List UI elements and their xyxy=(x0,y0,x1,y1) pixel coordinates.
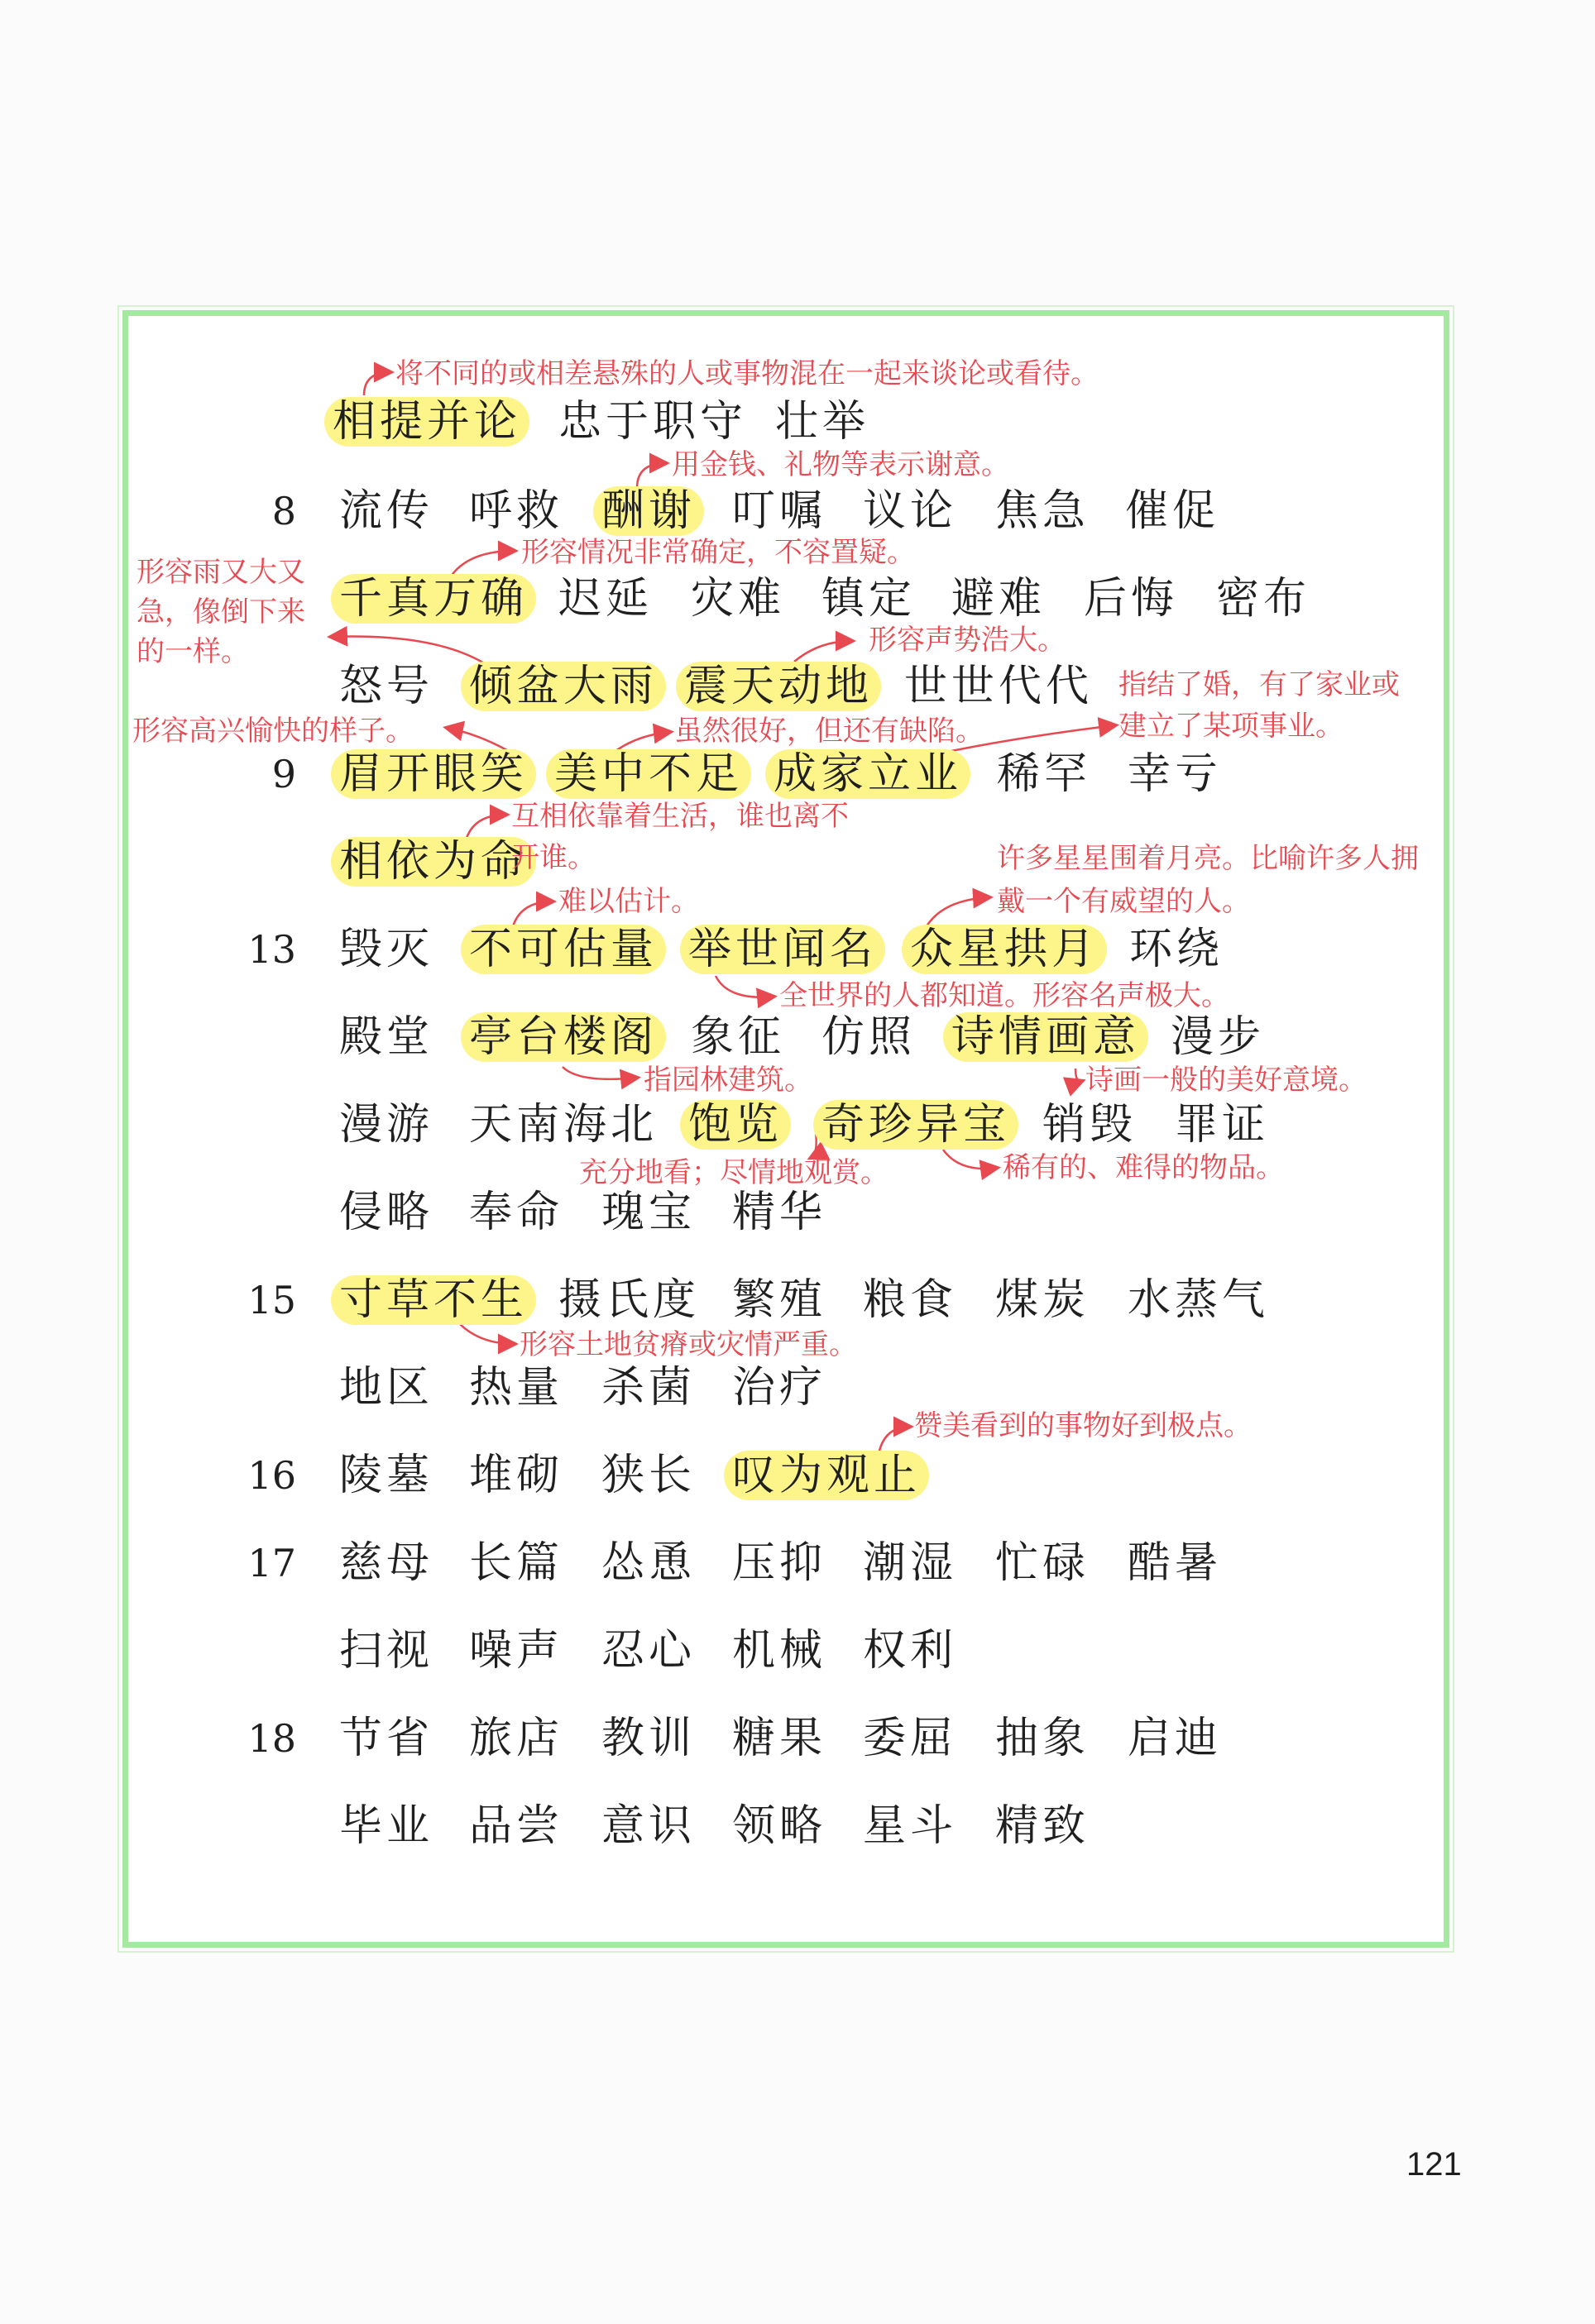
word: 催促 xyxy=(1125,486,1220,536)
word: 慈母 xyxy=(339,1538,434,1588)
word-chouxie: 酬谢 xyxy=(593,486,704,536)
word-qianzhenwanque: 千真万确 xyxy=(331,574,536,624)
word: 酷暑 xyxy=(1128,1538,1223,1588)
word: 领略 xyxy=(732,1801,827,1851)
word: 壮举 xyxy=(775,397,870,447)
word: 杀菌 xyxy=(601,1363,697,1413)
word: 繁殖 xyxy=(732,1275,827,1325)
word: 机械 xyxy=(732,1626,827,1676)
note-meizhongbuzu: 虽然很好，但还有缺陷。 xyxy=(674,715,984,748)
word: 漫步 xyxy=(1171,1012,1266,1062)
word: 象征 xyxy=(691,1012,786,1062)
note-xiangyiweiming: 互相依靠着生活，谁也离不开谁。 xyxy=(511,800,849,874)
word: 奉命 xyxy=(469,1188,564,1237)
word: 品尝 xyxy=(469,1801,564,1851)
word: 灾难 xyxy=(691,574,786,624)
word: 世世代代 xyxy=(904,662,1094,711)
word: 议论 xyxy=(863,486,958,536)
lesson-number: 17 xyxy=(247,1541,296,1585)
word: 流传 xyxy=(339,486,434,536)
word: 殿堂 xyxy=(339,1012,434,1062)
word: 粮食 xyxy=(863,1275,958,1325)
note-qianzhenwanque: 形容情况非常确定，不容置疑。 xyxy=(521,536,915,569)
word-zhentiandongdi: 震天动地 xyxy=(676,662,881,711)
word: 精华 xyxy=(732,1188,827,1237)
note-bukeguliang: 难以估计。 xyxy=(558,885,699,918)
note-tanweiguanzhi: 赞美看到的事物好到极点。 xyxy=(914,1409,1252,1442)
note-qingpendayu: 形容雨又大又急，像倒下来的一样。 xyxy=(137,556,305,668)
lesson-number: 8 xyxy=(271,489,296,533)
word: 怂恿 xyxy=(601,1538,697,1588)
word: 狭长 xyxy=(601,1451,697,1500)
word: 治疗 xyxy=(732,1363,827,1413)
word-xiangtibinglun: 相提并论 xyxy=(324,397,529,447)
word: 毁灭 xyxy=(339,925,434,974)
word: 抽象 xyxy=(995,1714,1090,1763)
word: 叮嘱 xyxy=(732,486,827,536)
note-tingtailouge: 指园林建筑。 xyxy=(644,1064,812,1097)
word: 星斗 xyxy=(863,1801,958,1851)
word: 节省 xyxy=(339,1714,434,1763)
note-meikaiyanxiao: 形容高兴愉快的样子。 xyxy=(132,715,414,748)
word: 罪证 xyxy=(1175,1100,1270,1150)
lesson-number: 18 xyxy=(247,1716,296,1761)
word-tingtailouge: 亭台楼阁 xyxy=(461,1012,666,1062)
word-bukeguliang: 不可估量 xyxy=(461,925,666,974)
lesson-number: 15 xyxy=(247,1278,296,1322)
word: 避难 xyxy=(951,574,1047,624)
note-qizhenyibao: 稀有的、难得的物品。 xyxy=(1003,1151,1284,1184)
word-cuncaobusheng: 寸草不生 xyxy=(331,1275,536,1325)
word: 权利 xyxy=(863,1626,958,1676)
note-jushiwenming: 全世界的人都知道。形容名声极大。 xyxy=(779,979,1229,1012)
word: 长篇 xyxy=(469,1538,564,1588)
page-number: 121 xyxy=(1406,2146,1462,2183)
word: 仿照 xyxy=(821,1012,917,1062)
word-qizhenyibao: 奇珍异宝 xyxy=(813,1100,1018,1150)
word: 压抑 xyxy=(732,1538,827,1588)
word: 怒号 xyxy=(339,662,434,711)
lesson-number: 16 xyxy=(247,1453,296,1498)
word-chengjialiye: 成家立业 xyxy=(765,749,970,799)
word-baolan: 饱览 xyxy=(680,1100,791,1150)
lesson-number: 9 xyxy=(271,752,296,796)
word: 忙碌 xyxy=(995,1538,1090,1588)
word: 呼救 xyxy=(469,486,564,536)
word: 密布 xyxy=(1216,574,1311,624)
word: 扫视 xyxy=(339,1626,434,1676)
word-xiangyiweiming: 相依为命 xyxy=(331,837,536,887)
word-meizhongbuzu: 美中不足 xyxy=(546,749,751,799)
word: 稀罕 xyxy=(997,749,1092,799)
word: 启迪 xyxy=(1128,1714,1223,1763)
word: 漫游 xyxy=(339,1100,434,1150)
word: 意识 xyxy=(601,1801,697,1851)
word: 煤炭 xyxy=(995,1275,1090,1325)
word: 水蒸气 xyxy=(1128,1275,1270,1325)
word-tanweiguanzhi: 叹为观止 xyxy=(724,1451,929,1500)
note-shiqinghuayi: 诗画一般的美好意境。 xyxy=(1085,1064,1367,1097)
note-zhentiandongdi: 形容声势浩大。 xyxy=(869,624,1066,657)
word-jushiwenming: 举世闻名 xyxy=(680,925,885,974)
word: 堆砌 xyxy=(469,1451,564,1500)
word: 镇定 xyxy=(821,574,917,624)
word: 潮湿 xyxy=(863,1538,958,1588)
word: 精致 xyxy=(995,1801,1090,1851)
word: 天南海北 xyxy=(469,1100,659,1150)
word: 糖果 xyxy=(732,1714,827,1763)
note-zhongxinggongyue: 许多星星围着月亮。比喻许多人拥戴一个有威望的人。 xyxy=(997,842,1419,918)
word: 热量 xyxy=(469,1363,564,1413)
word: 焦急 xyxy=(995,486,1090,536)
note-cuncaobusheng: 形容土地贫瘠或灾情严重。 xyxy=(520,1328,857,1361)
word: 噪声 xyxy=(469,1626,564,1676)
word: 环绕 xyxy=(1129,925,1224,974)
note-xiangtibinglun: 将不同的或相差悬殊的人或事物混在一起来谈论或看待。 xyxy=(395,357,1099,390)
note-baolan: 充分地看；尽情地观赏。 xyxy=(579,1156,889,1189)
word: 地区 xyxy=(339,1363,434,1413)
note-chouxie: 用金钱、礼物等表示谢意。 xyxy=(672,448,1009,481)
word: 后悔 xyxy=(1084,574,1179,624)
word: 毕业 xyxy=(339,1801,434,1851)
word: 陵墓 xyxy=(339,1451,434,1500)
word: 幸亏 xyxy=(1128,749,1223,799)
word: 忍心 xyxy=(601,1626,697,1676)
note-chengjialiye: 指结了婚，有了家业或建立了某项事业。 xyxy=(1118,668,1400,743)
lesson-number: 13 xyxy=(247,927,296,972)
word: 侵略 xyxy=(339,1188,434,1237)
word: 瑰宝 xyxy=(601,1188,697,1237)
word: 委屈 xyxy=(863,1714,958,1763)
word: 摄氏度 xyxy=(558,1275,701,1325)
word: 旅店 xyxy=(469,1714,564,1763)
word-qingpendayu: 倾盆大雨 xyxy=(461,662,666,711)
word: 销毁 xyxy=(1042,1100,1138,1150)
word-meikaiyanxiao: 眉开眼笑 xyxy=(331,749,536,799)
word-shiqinghuayi: 诗情画意 xyxy=(943,1012,1148,1062)
word: 教训 xyxy=(601,1714,697,1763)
word-zhongxinggongyue: 众星拱月 xyxy=(902,925,1107,974)
word: 忠于职守 xyxy=(558,397,748,447)
word: 迟延 xyxy=(558,574,654,624)
